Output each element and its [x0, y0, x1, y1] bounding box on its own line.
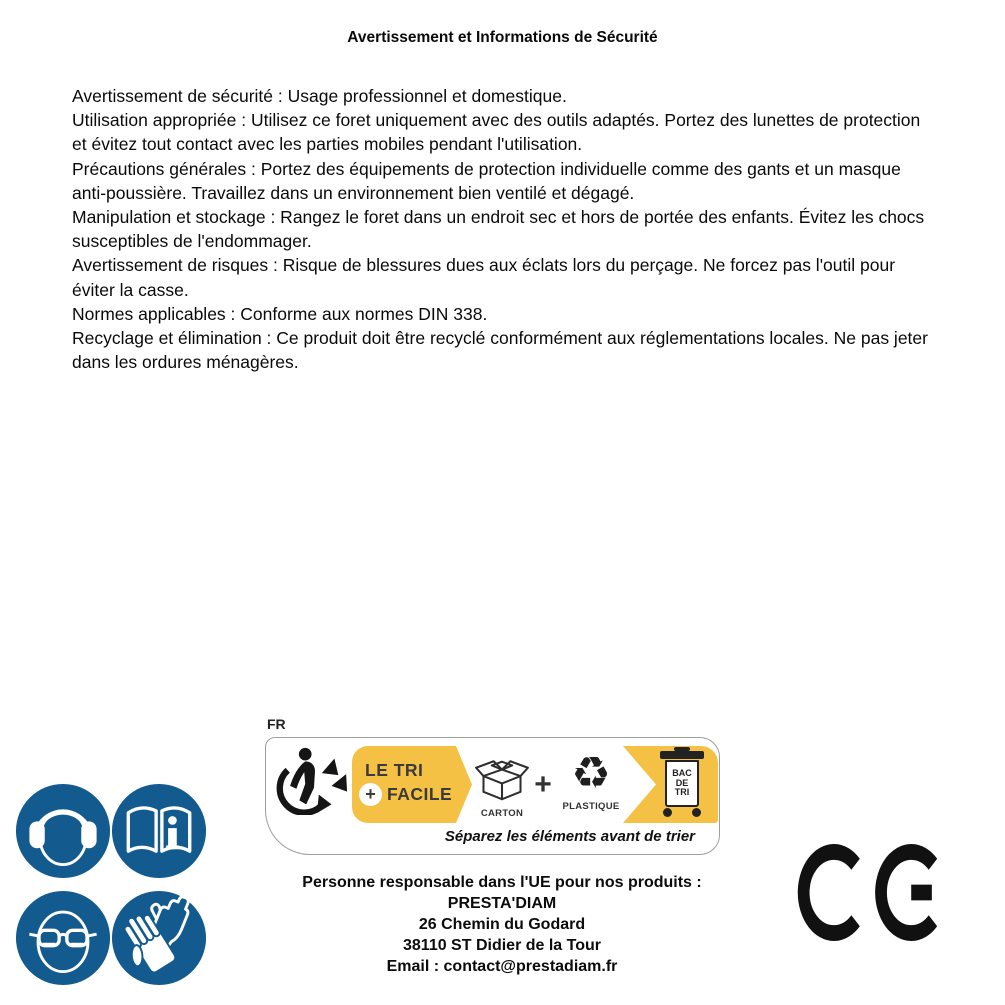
- material-carton: [470, 752, 534, 819]
- triman-icon: [276, 743, 350, 815]
- contact-address-line: 26 Chemin du Godard: [418, 916, 586, 933]
- sorting-bin-icon: [658, 747, 710, 823]
- bin-body: [665, 760, 699, 807]
- wear-eye-protection-icon: [15, 890, 111, 986]
- bin-wheel: [663, 808, 672, 817]
- ce-marking-icon: [797, 843, 937, 942]
- safety-statements: [72, 84, 928, 374]
- contact-email: Email : contact@prestadiam.fr: [386, 958, 618, 975]
- country-code-label: FR: [267, 716, 286, 732]
- material-label: PLASTIQUE: [562, 801, 620, 812]
- bin-lid: [660, 751, 704, 759]
- read-instruction-manual-icon: [111, 783, 207, 879]
- safety-statement: Avertissement de sécurité : Usage professionnel et domestique.: [72, 86, 567, 106]
- safety-statement: Recyclage et élimination : Ce produit doit être recyclé conformément aux réglementations locales. Ne pas jeter dans les ordures ménagères.: [72, 328, 928, 373]
- contact-company: PRESTA'DIAM: [447, 895, 557, 912]
- wear-ear-protection-icon: [15, 783, 111, 879]
- safety-statement: Manipulation et stockage : Rangez le foret dans un endroit sec et hors de portée des enfants. Évitez les chocs susceptibles de l'endommager.: [72, 207, 925, 252]
- info-tri-label: [265, 737, 720, 855]
- facile-text: FACILE: [387, 784, 453, 804]
- bin-text: DE: [675, 777, 689, 788]
- wear-protective-gloves-icon: [111, 890, 207, 986]
- bin-text: TRI: [674, 787, 690, 798]
- facile-row: [359, 783, 452, 806]
- page-title: Avertissement et Informations de Sécurité: [347, 29, 658, 46]
- safety-statement: Normes applicables : Conforme aux normes DIN 338.: [72, 303, 488, 324]
- plus-separator: +: [534, 768, 552, 801]
- bin-text: BAC: [672, 768, 692, 779]
- material-label: CARTON: [480, 808, 524, 819]
- safety-statement: Utilisation appropriée : Utilisez ce foret uniquement avec des outils adaptés. Portez des lunettes de protection et évitez tout contact avec les parties mobiles pendant l'utilisation.: [72, 110, 921, 155]
- contact-address-line: 38110 ST Didier de la Tour: [403, 937, 601, 954]
- bin-wheel: [692, 808, 701, 817]
- cardboard-box-icon: [474, 752, 530, 802]
- plus-circle-icon: +: [359, 783, 382, 806]
- safety-statement: Précautions générales : Portez des équipements de protection individuelle comme des gants et un masque anti-poussière. Travaillez dans un environnement bien ventilé et dégagé.: [72, 158, 901, 203]
- eu-responsible-contact: [252, 872, 752, 977]
- sorting-tagline: Séparez les éléments avant de trier: [444, 828, 695, 845]
- le-tri-text: LE TRI: [365, 760, 424, 780]
- contact-heading: Personne responsable dans l'UE pour nos produits :: [302, 874, 702, 891]
- material-plastique: [558, 748, 624, 812]
- safety-statement: Avertissement de risques : Risque de blessures dues aux éclats lors du perçage. Ne forcez pas l'outil pour éviter la casse.: [72, 255, 896, 300]
- recycling-triangle-icon: ♻: [571, 748, 611, 799]
